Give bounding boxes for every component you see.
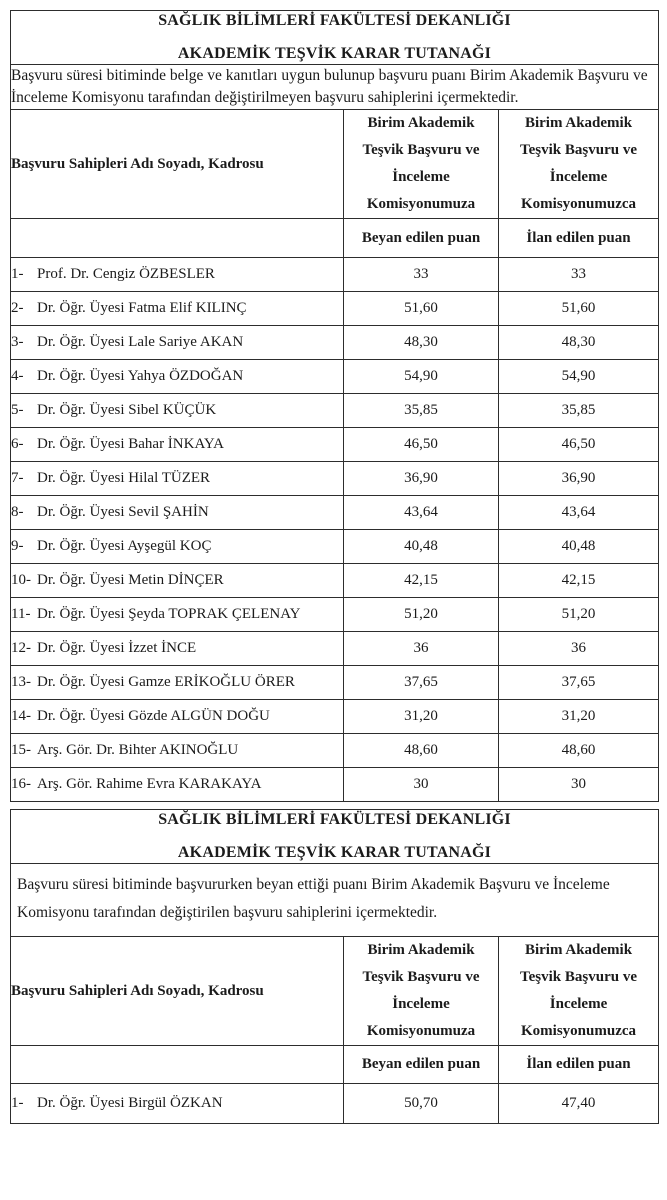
table-row: [11, 292, 659, 326]
column-header-applicants: Başvuru Sahipleri Adı Soyadı, Kadrosu: [11, 110, 344, 219]
applicant-name: Dr. Öğr. Üyesi Lale Sariye AKAN: [37, 334, 244, 350]
announced-score: 37,65: [499, 666, 659, 700]
column-header-declared-commission: [344, 110, 499, 219]
sub-header-row: [11, 1046, 659, 1084]
header-line: Komisyonumuzca: [521, 1023, 637, 1039]
announced-score: 30: [499, 768, 659, 802]
applicant-name: Dr. Öğr. Üyesi Hilal TÜZER: [37, 470, 211, 486]
announced-score: 48,60: [499, 734, 659, 768]
applicant-cell: [11, 292, 344, 326]
table-row: [11, 360, 659, 394]
title-row: [11, 810, 659, 864]
table-row: [11, 462, 659, 496]
row-number: 2-: [11, 300, 24, 316]
row-number: 9-: [11, 538, 24, 554]
column-header-row: [11, 937, 659, 1046]
row-number: 5-: [11, 402, 24, 418]
announced-score: 40,48: [499, 530, 659, 564]
header-line: Komisyonumuza: [366, 1023, 476, 1039]
header-line: Komisyonumuza: [366, 196, 476, 212]
table-row: [11, 428, 659, 462]
applicant-name: Dr. Öğr. Üyesi İzzet İNCE: [37, 640, 197, 656]
table-row: [11, 258, 659, 292]
applicant-name: Arş. Gör. Dr. Bihter AKINOĞLU: [37, 742, 239, 758]
announced-score: 48,30: [499, 326, 659, 360]
row-number: 16-: [11, 776, 31, 792]
table-row: [11, 734, 659, 768]
table-row: [11, 530, 659, 564]
empty-subheader-cell: [11, 219, 344, 258]
declared-score: 33: [344, 258, 499, 292]
row-number: 14-: [11, 708, 31, 724]
applicant-cell: [11, 564, 344, 598]
applicant-name: Dr. Öğr. Üyesi Sibel KÜÇÜK: [37, 402, 217, 418]
declared-score-subheader: Beyan edilen puan: [344, 219, 499, 258]
declared-score: 54,90: [344, 360, 499, 394]
row-number: 7-: [11, 470, 24, 486]
applicant-cell: [11, 700, 344, 734]
applicant-name: Arş. Gör. Rahime Evra KARAKAYA: [37, 776, 262, 792]
declared-score: 30: [344, 768, 499, 802]
declared-score: 43,64: [344, 496, 499, 530]
declared-score: 37,65: [344, 666, 499, 700]
applicant-cell: [11, 768, 344, 802]
row-number: 13-: [11, 674, 31, 690]
announced-score: 42,15: [499, 564, 659, 598]
table-body: [11, 258, 659, 802]
row-number: 10-: [11, 572, 31, 588]
applicant-cell: [11, 360, 344, 394]
header-line: Teşvik Başvuru ve: [520, 969, 637, 985]
applicant-cell: [11, 734, 344, 768]
applicant-name: Dr. Öğr. Üyesi Fatma Elif KILINÇ: [37, 300, 247, 316]
announced-score: 46,50: [499, 428, 659, 462]
announced-score: 36: [499, 632, 659, 666]
announced-score: 51,20: [499, 598, 659, 632]
applicant-cell: [11, 666, 344, 700]
table-row: [11, 496, 659, 530]
declared-score: 35,85: [344, 394, 499, 428]
declared-score: 51,60: [344, 292, 499, 326]
row-number: 3-: [11, 334, 24, 350]
table-row: [11, 564, 659, 598]
announced-score: 31,20: [499, 700, 659, 734]
table-row: [11, 700, 659, 734]
header-line: İnceleme: [392, 996, 450, 1012]
declared-score: 51,20: [344, 598, 499, 632]
declared-score: 42,15: [344, 564, 499, 598]
announced-score: 43,64: [499, 496, 659, 530]
applicant-cell: [11, 326, 344, 360]
doc-title-line1: SAĞLIK BİLİMLERİ FAKÜLTESİ DEKANLIĞI: [158, 811, 511, 828]
announced-score: 51,60: [499, 292, 659, 326]
applicant-cell: [11, 394, 344, 428]
header-line: Teşvik Başvuru ve: [362, 969, 480, 985]
applicant-name: Dr. Öğr. Üyesi Bahar İNKAYA: [37, 436, 224, 452]
declared-score-subheader: Beyan edilen puan: [344, 1046, 499, 1084]
title-cell: [11, 810, 659, 864]
applicant-cell: [11, 632, 344, 666]
table-description: Başvuru süresi bitiminde belge ve kanıtları uygun bulunup başvuru puanı Birim Akademik Başvuru ve İnceleme Komisyonu tarafından değiştirilmeyen başvuru sahiplerini içermektedir.: [11, 65, 659, 110]
column-header-applicants: Başvuru Sahipleri Adı Soyadı, Kadrosu: [11, 937, 344, 1046]
table-row: [11, 394, 659, 428]
table-body: [11, 1084, 659, 1124]
column-header-row: [11, 110, 659, 219]
row-number: 4-: [11, 368, 24, 384]
row-number: 1-: [11, 1095, 24, 1111]
header-line: Birim Akademik: [524, 115, 633, 131]
applicant-name: Dr. Öğr. Üyesi Yahya ÖZDOĞAN: [37, 368, 244, 384]
header-line: İnceleme: [549, 169, 608, 185]
title-row: [11, 11, 659, 65]
row-number: 15-: [11, 742, 31, 758]
applicant-name: Dr. Öğr. Üyesi Gamze ERİKOĞLU ÖRER: [37, 674, 295, 690]
declared-score: 46,50: [344, 428, 499, 462]
table-row: [11, 632, 659, 666]
description-row: [11, 65, 659, 110]
table-row: [11, 666, 659, 700]
applicant-cell: [11, 598, 344, 632]
applicant-cell: [11, 496, 344, 530]
applicant-name: Dr. Öğr. Üyesi Gözde ALGÜN DOĞU: [37, 708, 270, 724]
announced-score-subheader: İlan edilen puan: [499, 219, 659, 258]
doc-title-line1: SAĞLIK BİLİMLERİ FAKÜLTESİ DEKANLIĞI: [158, 12, 511, 29]
row-number: 8-: [11, 504, 24, 520]
applicant-name: Dr. Öğr. Üyesi Sevil ŞAHİN: [37, 504, 209, 520]
header-line: Birim Akademik: [524, 942, 633, 958]
applicant-name: Prof. Dr. Cengiz ÖZBESLER: [37, 266, 215, 282]
table-header-section: [11, 11, 659, 258]
header-line: Teşvik Başvuru ve: [362, 142, 480, 158]
description-row: [11, 864, 659, 937]
column-header-declared-commission: [344, 937, 499, 1046]
announced-score: 54,90: [499, 360, 659, 394]
empty-subheader-cell: [11, 1046, 344, 1084]
table-row: [11, 1084, 659, 1124]
applicant-cell: [11, 258, 344, 292]
doc-title-line2: AKADEMİK TEŞVİK KARAR TUTANAĞI: [177, 844, 492, 861]
header-line: Birim Akademik: [367, 942, 475, 958]
announced-score: 47,40: [499, 1084, 659, 1124]
declared-score: 48,60: [344, 734, 499, 768]
table-row: [11, 326, 659, 360]
applicant-cell: [11, 1084, 344, 1124]
announced-score: 36,90: [499, 462, 659, 496]
sub-header-row: [11, 219, 659, 258]
row-number: 6-: [11, 436, 24, 452]
declared-score: 36: [344, 632, 499, 666]
column-header-announced-commission: [499, 110, 659, 219]
declared-score: 50,70: [344, 1084, 499, 1124]
column-header-announced-commission: [499, 937, 659, 1046]
applicant-cell: [11, 462, 344, 496]
table-unchanged-applications: [10, 10, 659, 802]
table-changed-applications: [10, 809, 659, 1124]
declared-score: 48,30: [344, 326, 499, 360]
table-gap: [10, 802, 658, 809]
applicant-cell: [11, 428, 344, 462]
applicant-cell: [11, 530, 344, 564]
announced-score: 33: [499, 258, 659, 292]
header-line: Teşvik Başvuru ve: [520, 142, 637, 158]
declared-score: 40,48: [344, 530, 499, 564]
table-row: [11, 598, 659, 632]
header-line: İnceleme: [549, 996, 608, 1012]
applicant-name: Dr. Öğr. Üyesi Metin DİNÇER: [37, 572, 224, 588]
header-line: İnceleme: [392, 169, 450, 185]
title-cell: [11, 11, 659, 65]
table-description: Başvuru süresi bitiminde başvururken beyan ettiği puanı Birim Akademik Başvuru ve İnceleme Komisyonu tarafından değiştirilen başvuru sahiplerini içermektedir.: [11, 864, 659, 937]
header-line: Birim Akademik: [367, 115, 475, 131]
table-header-section: [11, 810, 659, 1084]
table-row: [11, 768, 659, 802]
announced-score: 35,85: [499, 394, 659, 428]
row-number: 12-: [11, 640, 31, 656]
applicant-name: Dr. Öğr. Üyesi Ayşegül KOÇ: [37, 538, 212, 554]
doc-title-line2: AKADEMİK TEŞVİK KARAR TUTANAĞI: [177, 45, 492, 62]
header-line: Komisyonumuzca: [521, 196, 637, 212]
declared-score: 36,90: [344, 462, 499, 496]
row-number: 1-: [11, 266, 24, 282]
applicant-name: Dr. Öğr. Üyesi Şeyda TOPRAK ÇELENAY: [37, 606, 301, 622]
row-number: 11-: [11, 606, 31, 622]
announced-score-subheader: İlan edilen puan: [499, 1046, 659, 1084]
declared-score: 31,20: [344, 700, 499, 734]
applicant-name: Dr. Öğr. Üyesi Birgül ÖZKAN: [37, 1095, 223, 1111]
